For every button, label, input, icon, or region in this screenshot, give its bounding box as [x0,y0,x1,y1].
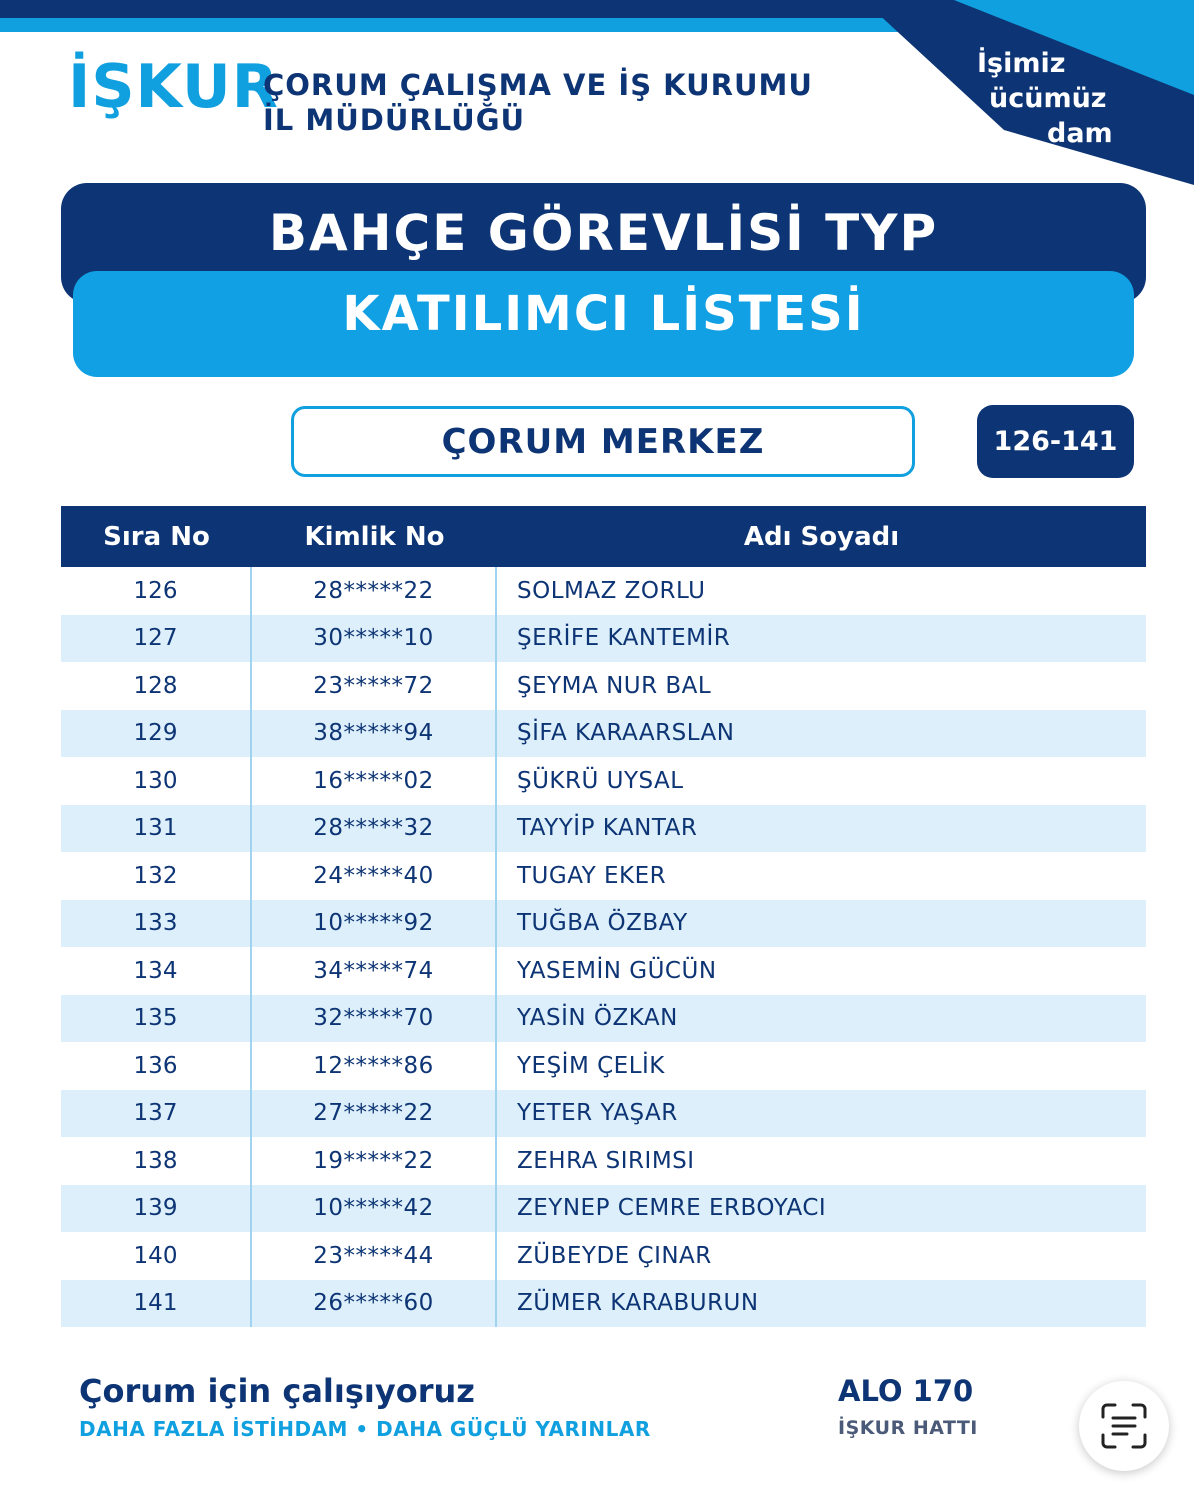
cell-sira-no: 132 [61,852,252,900]
cell-adi-soyadi: ZEHRA SIRIMSI [517,1147,695,1174]
cell-adi-soyadi: SOLMAZ ZORLU [517,577,706,604]
table-row [61,995,1146,1043]
cell-kimlik-no: 34*****74 [252,947,497,995]
iskur-logo: İŞKUR [68,52,279,122]
cell-sira-no: 134 [61,947,252,995]
cell-sira-no: 135 [61,995,252,1043]
table-row [61,1137,1146,1185]
text-scan-icon [1099,1401,1149,1451]
cell-adi-soyadi: YASİN ÖZKAN [517,1005,678,1032]
header-sira-no: Sıra No [103,521,210,552]
cell-adi-soyadi: ŞERİFE KANTEMİR [517,625,731,652]
cell-sira-no: 137 [61,1090,252,1138]
cell-kimlik-no: 19*****22 [252,1137,497,1185]
cell-sira-no: 136 [61,1042,252,1090]
cell-kimlik-no: 27*****22 [252,1090,497,1138]
cell-kimlik-no: 12*****86 [252,1042,497,1090]
cell-adi-soyadi: YASEMİN GÜCÜN [517,957,717,984]
cell-kimlik-no: 10*****42 [252,1185,497,1233]
table-row [61,567,1146,615]
cell-sira-no: 131 [61,805,252,853]
cell-kimlik-no: 10*****92 [252,900,497,948]
table-row [61,1280,1146,1328]
page-title: BAHÇE GÖREVLİSİ TYP [268,204,939,262]
table-row [61,900,1146,948]
footer-subtitle: DAHA FAZLA İSTİHDAM • DAHA GÜÇLÜ YARINLAR [79,1417,651,1441]
cell-adi-soyadi: ZÜMER KARABURUN [517,1290,759,1317]
text-scan-button[interactable] [1079,1381,1169,1471]
cell-kimlik-no: 26*****60 [252,1280,497,1328]
cell-sira-no: 127 [61,615,252,663]
cell-adi-soyadi: ŞİFA KARAARSLAN [517,720,735,747]
header-adi-soyadi: Adı Soyadı [743,521,900,552]
table-header [61,506,1146,567]
cell-sira-no: 133 [61,900,252,948]
table-row [61,852,1146,900]
corner-slogan [977,46,1147,156]
cell-adi-soyadi: YETER YAŞAR [517,1100,678,1127]
cell-kimlik-no: 28*****22 [252,567,497,615]
slogan-line-3: dam [1047,118,1113,149]
table-row [61,662,1146,710]
cell-sira-no: 139 [61,1185,252,1233]
cell-sira-no: 141 [61,1280,252,1328]
table-row [61,1090,1146,1138]
cell-adi-soyadi: TAYYİP KANTAR [517,815,698,842]
cell-kimlik-no: 23*****72 [252,662,497,710]
cell-sira-no: 138 [61,1137,252,1185]
range-badge: 126-141 [977,405,1134,478]
cell-adi-soyadi: YEŞİM ÇELİK [517,1052,665,1079]
cell-sira-no: 129 [61,710,252,758]
cell-kimlik-no: 16*****02 [252,757,497,805]
cell-sira-no: 126 [61,567,252,615]
cell-kimlik-no: 32*****70 [252,995,497,1043]
table-row [61,1232,1146,1280]
org-line-1: ÇORUM ÇALIŞMA VE İŞ KURUMU [263,68,813,102]
cell-adi-soyadi: TUĞBA ÖZBAY [517,910,688,937]
hotline-label: İŞKUR HATTI [838,1417,978,1439]
hotline-number: ALO 170 [838,1374,974,1408]
slogan-line-2: ücümüz [989,83,1107,114]
table-row [61,757,1146,805]
table-row [61,947,1146,995]
cell-adi-soyadi: ŞEYMA NUR BAL [517,672,712,699]
organization-name [263,68,813,138]
slogan-line-1: İşimiz [977,48,1066,79]
cell-kimlik-no: 38*****94 [252,710,497,758]
cell-adi-soyadi: TUGAY EKER [517,862,667,889]
table-row [61,1042,1146,1090]
footer-title: Çorum için çalışıyoruz [79,1372,475,1410]
table-row [61,615,1146,663]
table-row [61,710,1146,758]
district-label: ÇORUM MERKEZ [291,406,915,477]
table-row [61,805,1146,853]
cell-adi-soyadi: ZÜBEYDE ÇINAR [517,1242,712,1269]
header-kimlik-no: Kimlik No [304,521,445,552]
cell-adi-soyadi: ZEYNEP CEMRE ERBOYACI [517,1195,827,1222]
cell-kimlik-no: 30*****10 [252,615,497,663]
cell-sira-no: 128 [61,662,252,710]
cell-kimlik-no: 28*****32 [252,805,497,853]
org-line-2: İL MÜDÜRLÜĞÜ [263,103,526,137]
participant-table [61,506,1146,1327]
table-row [61,1185,1146,1233]
cell-sira-no: 140 [61,1232,252,1280]
cell-kimlik-no: 23*****44 [252,1232,497,1280]
table-body [61,567,1146,1327]
cell-adi-soyadi: ŞÜKRÜ UYSAL [517,767,684,794]
cell-sira-no: 130 [61,757,252,805]
page-subtitle: KATILIMCI LİSTESİ [342,286,865,342]
cell-kimlik-no: 24*****40 [252,852,497,900]
